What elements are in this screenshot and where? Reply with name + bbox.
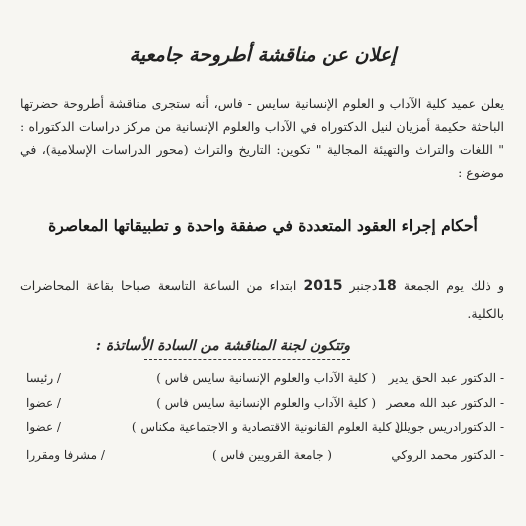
date-month: دجنبر <box>349 278 378 293</box>
announcement-intro: يعلن عميد كلية الآداب و العلوم الإنسانية سايس - فاس، أنه ستجرى مناقشة أطروحة حضرتها الباحثة حكيمة أمزيان لنيل الدكتوراه في الآداب والعلوم الإنسانية من مركز دراسات الدكتوراه : " اللغات والتراث والتهيئة المجالية " تكوين: التاريخ والتراث (محور الدراسات الإسلامية)، في موضوع : <box>20 96 504 180</box>
member-institution: ( كلية الآداب والعلوم الإنسانية سايس فاس ) <box>156 396 376 410</box>
committee-member <box>20 371 504 395</box>
member-name: - الدكتور محمد الروكي <box>391 448 504 462</box>
committee-member <box>20 420 504 444</box>
committee-member <box>20 448 504 472</box>
date-day: 18 <box>377 278 397 294</box>
date-year: 2015 <box>303 278 343 294</box>
member-role: / مشرفا ومقررا <box>26 448 105 462</box>
committee-heading: وتتكون لجنة المناقشة من السادة الأساتذة : <box>95 338 350 354</box>
thesis-topic: أحكام إجراء العقود المتعددة في صفقة واحدة و تطبيقاتها المعاصرة <box>48 216 478 235</box>
member-role: / رئيسا <box>26 371 61 385</box>
member-institution: ( كلية العلوم القانونية الاقتصادية و الاجتماعية مكناس ) <box>131 420 400 434</box>
member-institution: ( جامعة القرويين فاس ) <box>212 448 332 462</box>
member-name: - الدكتورادريس جويلل <box>394 420 504 434</box>
date-prefix: و ذلك يوم الجمعة <box>403 278 504 293</box>
member-name: - الدكتور عبد الحق يدير <box>388 371 504 385</box>
committee-heading-underline <box>144 359 350 360</box>
member-role: / عضوا <box>26 420 61 434</box>
defense-date-paragraph <box>20 272 504 328</box>
member-name: - الدكتور عبد الله معصر <box>386 396 504 410</box>
committee-member <box>20 396 504 420</box>
announcement-title: إعلان عن مناقشة أطروحة جامعية <box>129 44 397 66</box>
member-role: / عضوا <box>26 396 61 410</box>
date-suffix: ابتداء من الساعة التاسعة صباحا بقاعة المحاضرات بالكلية. <box>20 278 504 321</box>
member-institution: ( كلية الآداب والعلوم الإنسانية سايس فاس ) <box>156 371 376 385</box>
